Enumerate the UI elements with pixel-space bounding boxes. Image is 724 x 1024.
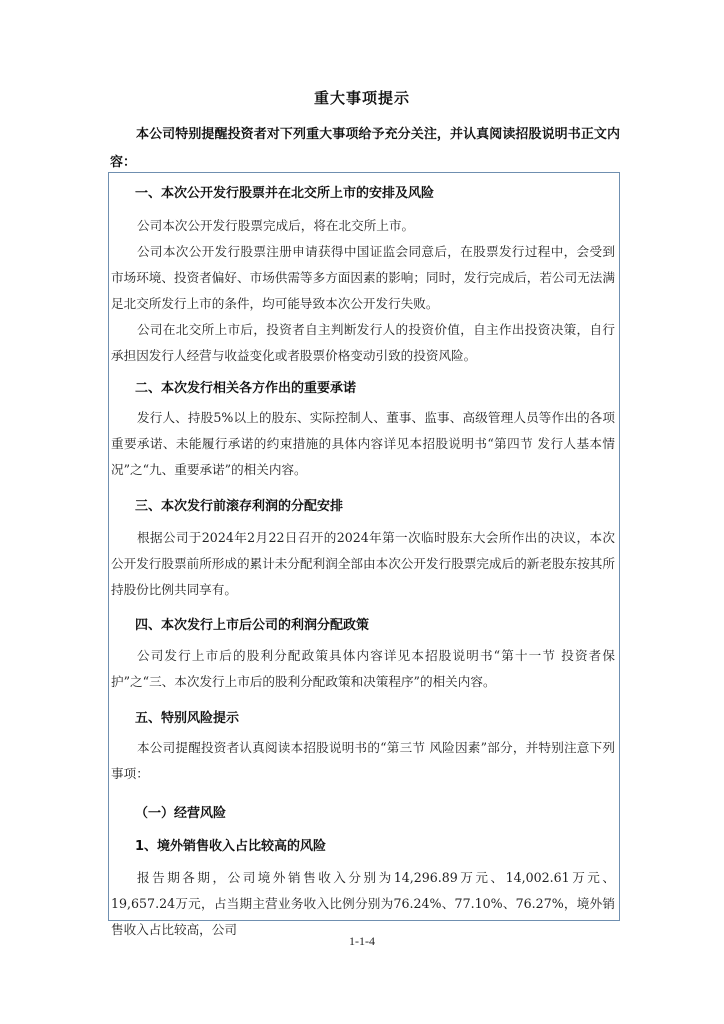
section-heading: 一、本次公开发行股票并在北交所上市的安排及风险 [135, 186, 435, 201]
content-box [108, 172, 620, 937]
paragraph: 公司本次公开发行股票完成后，将在北交所上市。 [137, 218, 415, 233]
item-heading: 1、境外销售收入占比较高的风险 [135, 839, 327, 854]
page-number: 1-1-4 [349, 934, 375, 948]
paragraph: 发行人、持股5%以上的股东、实际控制人、董事、监事、高级管理人员等作出的各项重要承诺、未能履行承诺的约束措施的具体内容详见本招股说明书“第四节 发行人基本情况”之“九、重要承诺”的相关内容。 [111, 410, 615, 477]
section-heading: 五、特别风险提示 [135, 711, 240, 726]
paragraph: 根据公司于2024年2月22日召开的2024年第一次临时股东大会所作出的决议，本次公开发行股票前所形成的累计未分配利润全部由本次公开发行股票完成后的新老股东按其所持股份比例共同享有。 [111, 530, 615, 597]
sub-heading: （一）经营风险 [135, 806, 227, 821]
paragraph: 报告期各期，公司境外销售收入分别为14,296.89万元、14,002.61万元、19,657.24万元，占当期主营业务收入比例分别为76.24%、77.10%、76.27%，境外销售收入占比较高，公司 [111, 870, 615, 937]
paragraph: 公司本次公开发行股票注册申请获得中国证监会同意后，在股票发行过程中，会受到市场环境、投资者偏好、市场供需等多方面因素的影响；同时，发行完成后，若公司无法满足北交所发行上市的条件，均可能导致本次公开发行失败。 [111, 244, 615, 311]
section-heading: 三、本次发行前滚存利润的分配安排 [135, 499, 344, 514]
intro-paragraph: 本公司特别提醒投资者对下列重大事项给予充分关注，并认真阅读招股说明书正文内容： [110, 127, 620, 170]
section-heading: 二、本次发行相关各方作出的重要承诺 [135, 381, 357, 396]
paragraph: 公司在北交所上市后，投资者自主判断发行人的投资价值，自主作出投资决策，自行承担因发行人经营与收益变化或者股票价格变动引致的投资风险。 [111, 322, 615, 363]
paragraph: 公司发行上市后的股利分配政策具体内容详见本招股说明书“第十一节 投资者保护”之“三、本次发行上市后的股利分配政策和决策程序”的相关内容。 [111, 648, 615, 689]
page-title: 重大事项提示 [313, 89, 410, 107]
paragraph: 本公司提醒投资者认真阅读本招股说明书的“第三节 风险因素”部分，并特别注意下列事项： [111, 740, 615, 781]
section-heading: 四、本次发行上市后公司的利润分配政策 [135, 618, 370, 633]
